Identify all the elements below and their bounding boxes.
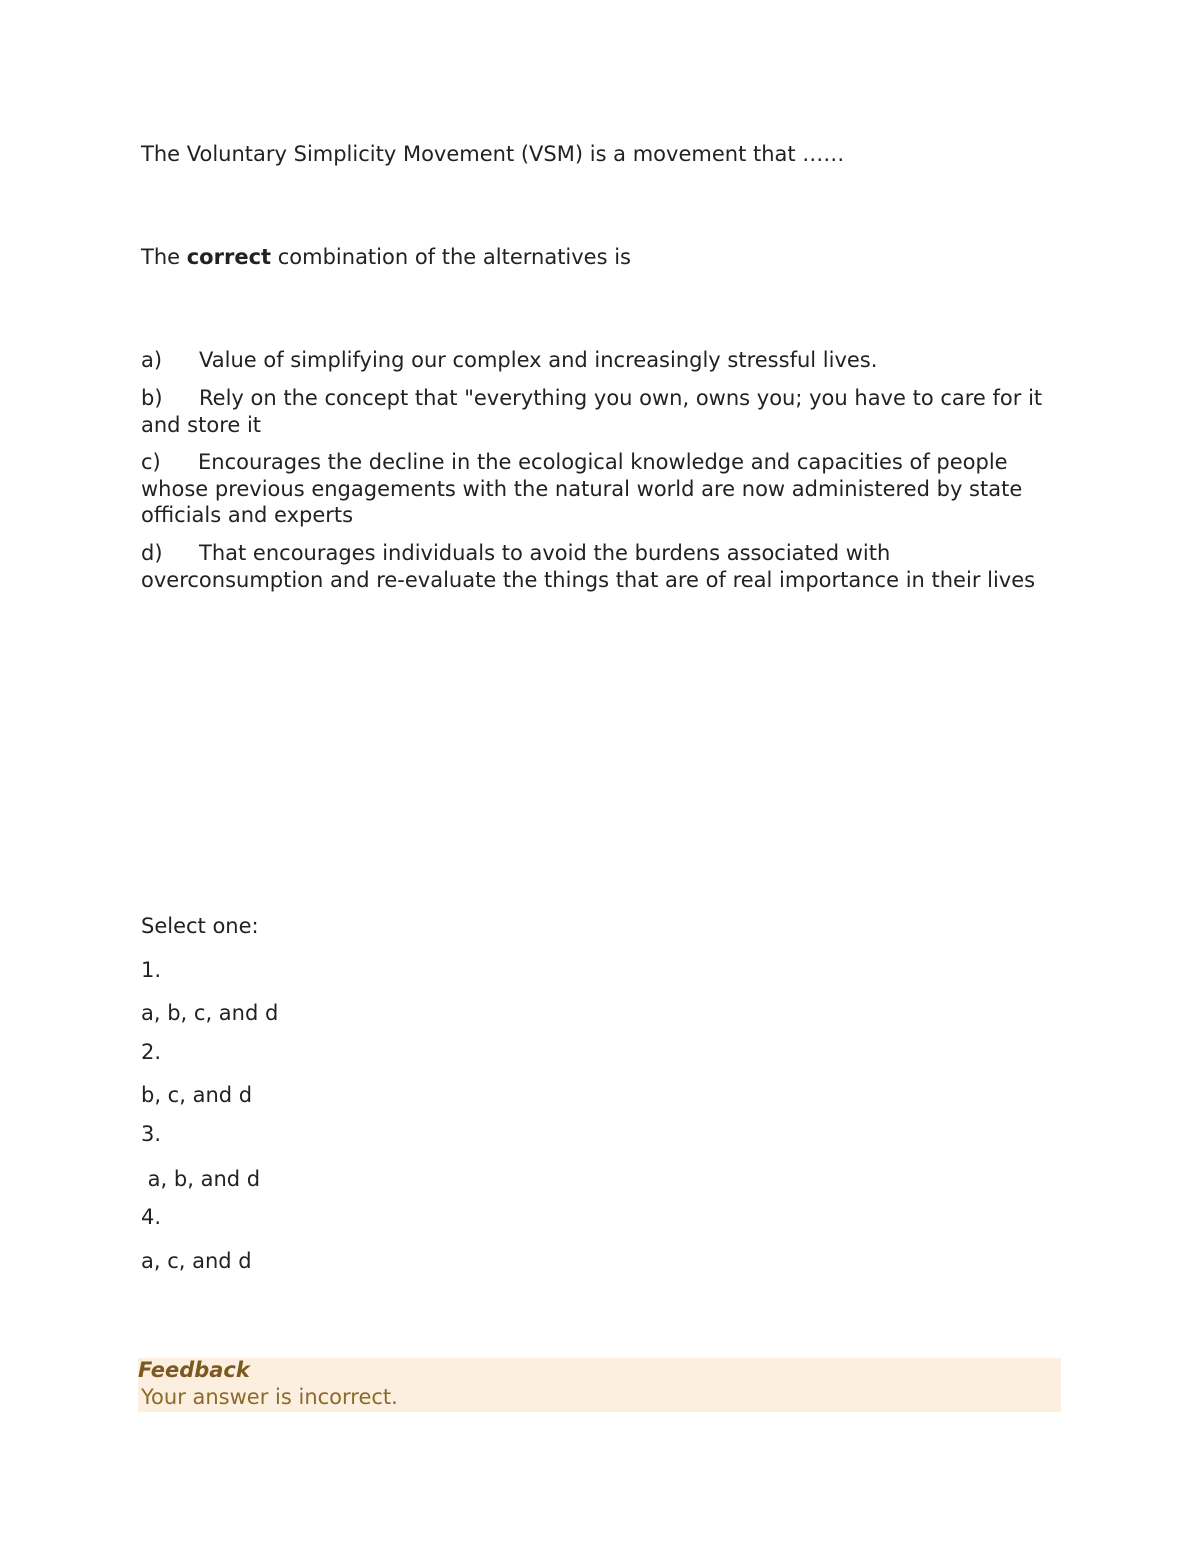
option-number-1: 1. [141,958,162,982]
option-text-4[interactable]: a, c, and d [141,1249,252,1273]
alternative-text: Encourages the decline in the ecological knowledge and capacities of people whose previous engagements with the natural world are now administered by state officials and experts [141,450,1023,527]
alternative-marker: a) [141,348,163,372]
alternative-marker: b) [141,386,163,410]
alternative-a [141,347,1061,374]
option-number-3: 3. [141,1122,162,1146]
option-text-3[interactable]: a, b, and d [141,1167,261,1191]
option-text-1[interactable]: a, b, c, and d [141,1001,279,1025]
option-number-4: 4. [141,1205,162,1229]
question-stem: The Voluntary Simplicity Movement (VSM) is a movement that …… [141,142,845,166]
select-one-prompt: Select one: [141,914,259,938]
instruction-bold: correct [186,245,272,269]
instruction-line [141,244,631,270]
alternative-d [141,540,1061,593]
alternative-text: That encourages individuals to avoid the burdens associated with overconsumption and re-evaluate the things that are of real importance in their lives [141,541,1036,592]
alternative-marker: d) [141,541,163,565]
alternative-text: Rely on the concept that "everything you own, owns you; you have to care for it and store it [141,386,1043,437]
option-number-2: 2. [141,1040,162,1064]
alternative-c [141,449,1061,529]
feedback-text: Your answer is incorrect. [141,1385,398,1409]
option-text-2[interactable]: b, c, and d [141,1083,253,1107]
instruction-suffix: combination of the alternatives is [271,245,631,269]
instruction-prefix: The [141,245,187,269]
alternative-marker: c) [141,450,161,474]
feedback-title: Feedback [138,1358,250,1382]
alternative-b [141,385,1061,438]
alternative-text: Value of simplifying our complex and increasingly stressful lives. [199,348,878,372]
